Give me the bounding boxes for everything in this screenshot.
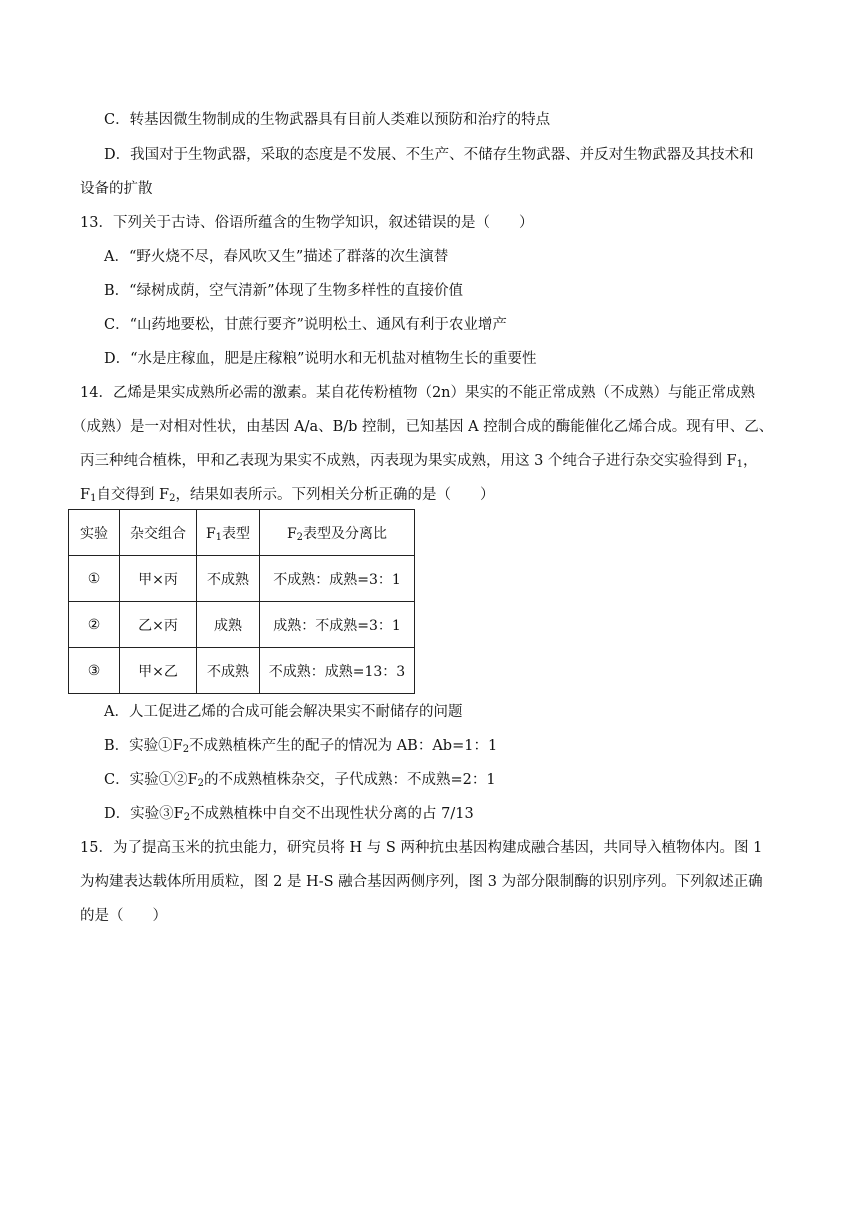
q12-option-c: C．转基因微生物制成的生物武器具有目前人类难以预防和治疗的特点 [104,112,551,128]
table-cell: 不成熟 [197,556,260,602]
q13-option-b: B．“绿树成荫，空气清新”体现了生物多样性的直接价值 [104,283,463,299]
q12-option-d-continued: 设备的扩散 [80,181,153,197]
header-experiment: 实验 [69,510,120,556]
q14-stem-line2: （成熟）是一对相对性状，由基因 A/a、B/b 控制，已知基因 A 控制合成的酶能催化乙烯合成。现有甲、乙、 [72,419,774,435]
q14-option-d: D．实验$③F_2$不成熟植株中自交不出现性状分离的占 7/13 [104,806,474,823]
table-row [69,602,415,648]
q15-stem-line1: 15．为了提高玉米的抗虫能力，研究员将 H 与 S 两种抗虫基因构建成融合基因，共同导入植物体内。图 1 [80,840,763,856]
q13-option-a: A．“野火烧不尽，春风吹又生”描述了群落的次生演替 [104,249,449,265]
q13-option-c: C．“山药地要松，甘蔗行要齐”说明松土、通风有利于农业增产 [104,317,507,333]
table-cell: ① [69,556,120,602]
q15-stem-line2: 为构建表达载体所用质粒，图 2 是 H-S 融合基因两侧序列，图 3 为部分限制酶的识别序列。下列叙述正确 [80,874,763,890]
q14-stem-line3: 丙三种纯合植株，甲和乙表现为果实不成熟，丙表现为果实成熟，用这 3 个纯合子进行杂交实验得到 $F_1$， [80,453,758,470]
table-cell: 乙×丙 [120,602,197,648]
table-cell: ② [69,602,120,648]
table-cell: 不成熟 [197,648,260,694]
q14-stem-line4: $F_1$自交得到 $F_2$，结果如表所示。下列相关分析正确的是（ ） [80,487,495,504]
header-cross: 杂交组合 [120,510,197,556]
q14-option-c: C．实验$①②F_2$的不成熟植株杂交，子代成熟：不成熟=2：1 [104,772,496,789]
table-row [69,556,415,602]
q12-option-d: D．我国对于生物武器，采取的态度是不发展、不生产、不储存生物武器、并反对生物武器及其技术和 [104,147,754,163]
header-f2-phenotype-ratio: $F_2$表型及分离比 [260,510,415,556]
table-cell: ③ [69,648,120,694]
table-cell: 甲×乙 [120,648,197,694]
q14-option-b: B．实验$①F_2$不成熟植株产生的配子的情况为 AB：Ab=1：1 [104,738,498,755]
q14-stem-line1: 14．乙烯是果实成熟所必需的激素。某自花传粉植物（2n）果实的不能正常成熟（不成熟）与能正常成熟 [80,385,756,401]
table-cell: 不成熟：成熟=13：3 [260,648,415,694]
q14-results-table [68,509,415,694]
table-cell: 不成熟：成熟=3：1 [260,556,415,602]
q13-option-d: D．“水是庄稼血，肥是庄稼粮”说明水和无机盐对植物生长的重要性 [104,351,537,367]
header-f1-phenotype: $F_1$表型 [197,510,260,556]
table-cell: 甲×丙 [120,556,197,602]
q14-option-a: A．人工促进乙烯的合成可能会解决果实不耐储存的问题 [104,704,463,720]
table-cell: 成熟：不成熟=3：1 [260,602,415,648]
q15-stem-line3: 的是（ ） [80,908,167,924]
table-header-row [69,510,415,556]
q13-stem: 13．下列关于古诗、俗语所蕴含的生物学知识，叙述错误的是（ ） [80,215,534,231]
table-row [69,648,415,694]
table-cell: 成熟 [197,602,260,648]
